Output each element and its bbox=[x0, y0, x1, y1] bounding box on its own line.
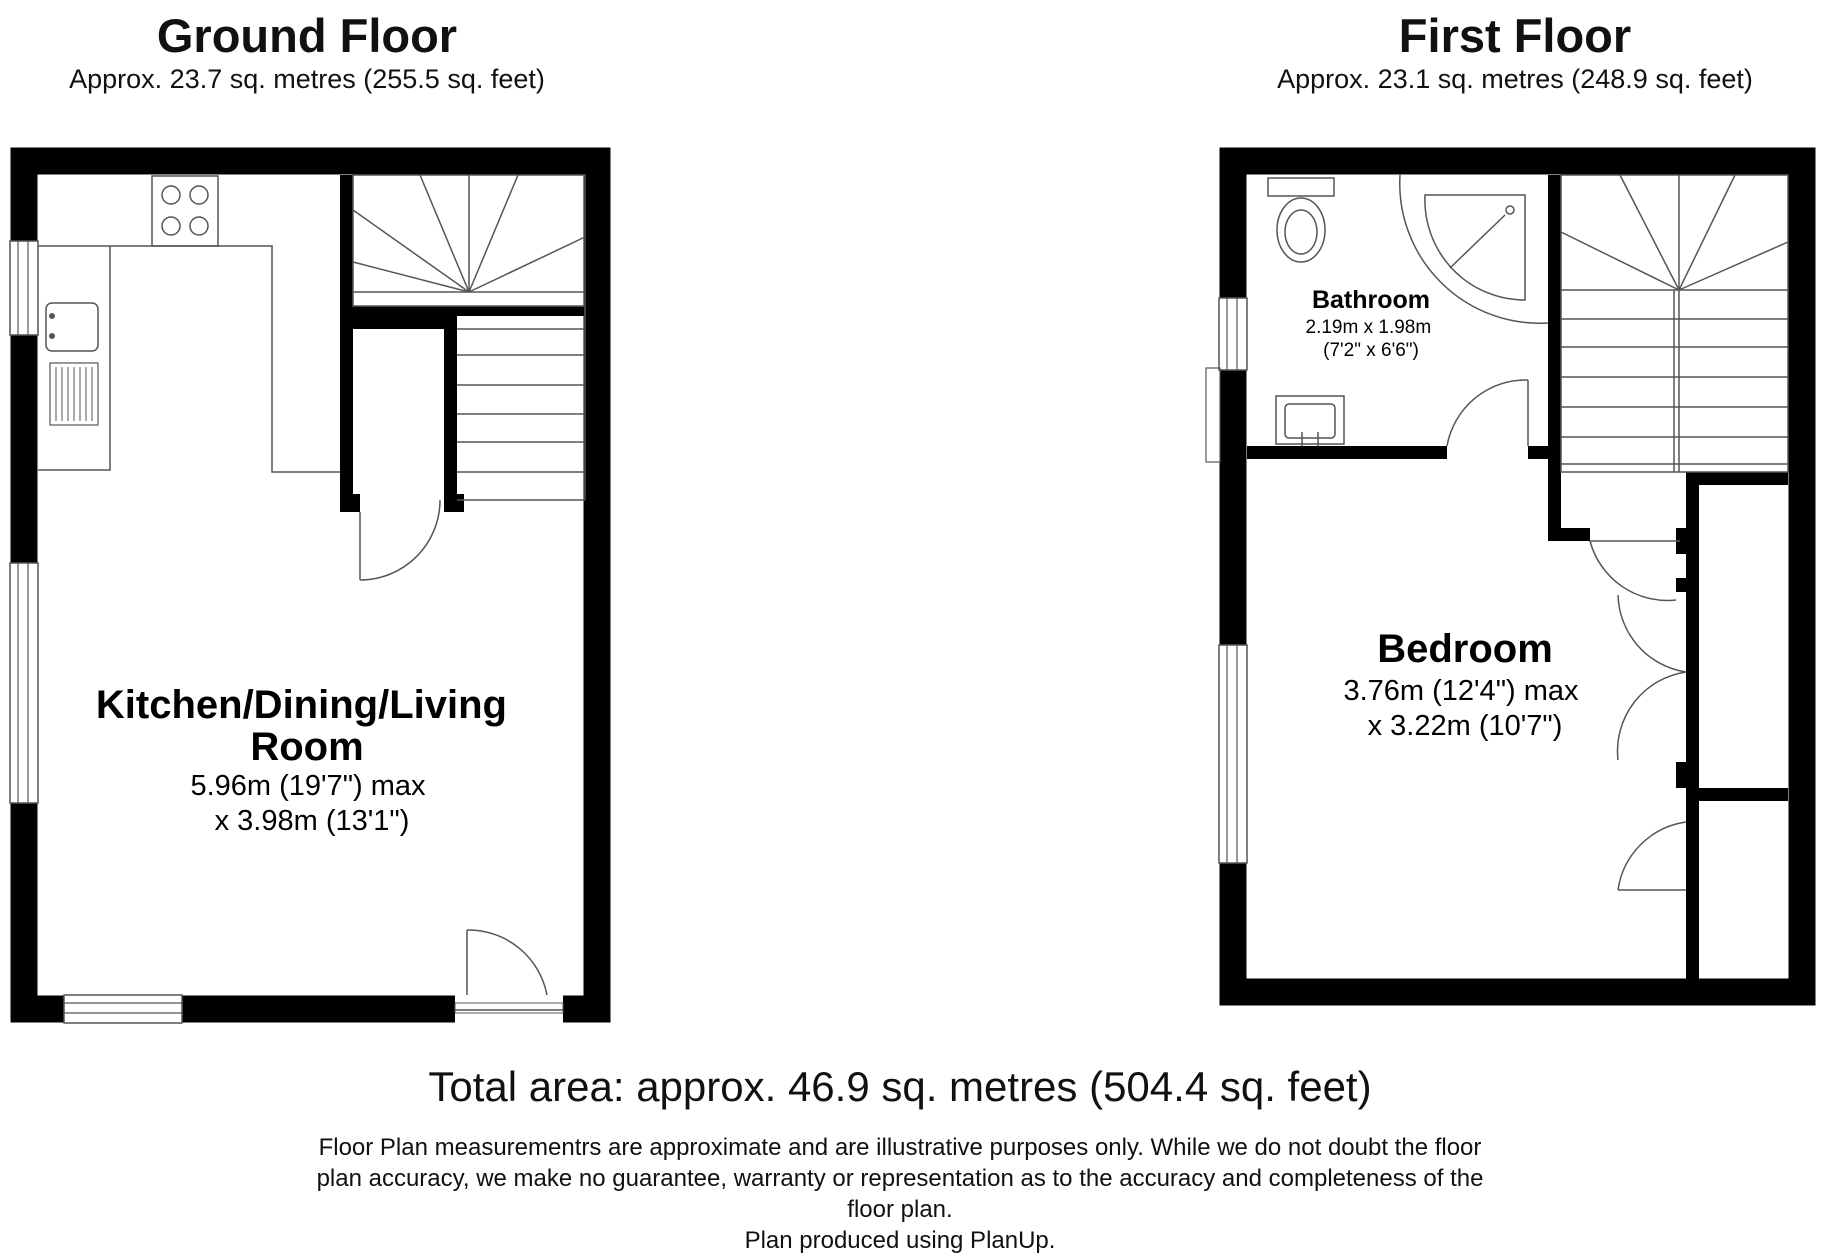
total-area: Total area: approx. 46.9 sq. metres (504.4 sq. feet) bbox=[428, 1063, 1372, 1110]
interior-wall bbox=[1686, 472, 1788, 485]
room-name-line: Room bbox=[250, 725, 364, 769]
room-dimension-line: (7'2" x 6'6") bbox=[1323, 340, 1419, 361]
first-floor-area: Approx. 23.1 sq. metres (248.9 sq. feet) bbox=[1277, 64, 1753, 94]
interior-wall bbox=[1676, 762, 1688, 788]
door bbox=[360, 500, 440, 580]
bathroom-sink bbox=[1276, 396, 1344, 446]
hob bbox=[152, 176, 218, 246]
room-name bbox=[1312, 286, 1430, 314]
interior-wall bbox=[444, 494, 464, 512]
disclaimer bbox=[250, 1132, 1550, 1256]
staircase bbox=[1561, 175, 1788, 472]
room-name bbox=[1377, 627, 1553, 671]
window bbox=[64, 995, 182, 1023]
interior-wall bbox=[1247, 446, 1447, 459]
room-name-line: Bedroom bbox=[1377, 627, 1553, 671]
wardrobe-door bbox=[1618, 822, 1686, 890]
interior-wall bbox=[340, 175, 353, 512]
kitchen-sink bbox=[46, 303, 98, 425]
room-dimension-line: 5.96m (19'7") max bbox=[190, 770, 426, 802]
wardrobe-door bbox=[1618, 595, 1686, 760]
room-dimension-line: x 3.22m (10'7") bbox=[1367, 710, 1563, 742]
interior-wall bbox=[1528, 446, 1548, 459]
room-dimensions bbox=[1343, 675, 1586, 742]
window bbox=[10, 563, 38, 803]
interior-wall bbox=[1676, 578, 1688, 592]
interior-wall bbox=[353, 306, 585, 316]
room-dimension-line: x 3.98m (13'1") bbox=[214, 805, 410, 837]
door bbox=[1590, 541, 1680, 600]
first-floor-plan bbox=[1206, 161, 1802, 994]
disclaimer-line: Plan produced using PlanUp. bbox=[744, 1227, 1056, 1254]
first-floor-title: First Floor bbox=[1398, 9, 1632, 62]
toilet bbox=[1268, 178, 1334, 262]
disclaimer-line: floor plan. bbox=[847, 1196, 953, 1223]
window bbox=[10, 241, 38, 335]
interior-wall bbox=[1686, 788, 1788, 801]
window bbox=[1219, 645, 1247, 863]
interior-wall bbox=[1548, 528, 1590, 541]
room-dimensions bbox=[190, 770, 433, 837]
interior-wall bbox=[340, 316, 456, 329]
interior-wall bbox=[444, 316, 457, 512]
ground-floor-title: Ground Floor bbox=[156, 9, 458, 62]
room-dimension-line: 2.19m x 1.98m bbox=[1305, 317, 1432, 338]
ground-floor-plan bbox=[10, 161, 597, 1023]
kitchen-worktop bbox=[38, 246, 340, 472]
door bbox=[1447, 380, 1528, 446]
room-dimension-line: 3.76m (12'4") max bbox=[1343, 675, 1579, 707]
ground-floor-area: Approx. 23.7 sq. metres (255.5 sq. feet) bbox=[69, 64, 545, 94]
room-dimensions bbox=[1306, 317, 1437, 361]
room-name-line: Kitchen/Dining/Living bbox=[95, 683, 507, 727]
interior-wall bbox=[340, 494, 360, 512]
disclaimer-line: Floor Plan measurementrs are approximate and are illustrative purposes only. While we do not doubt the floor bbox=[318, 1134, 1482, 1161]
disclaimer-line: plan accuracy, we make no guarantee, warranty or representation as to the accuracy and completeness of the bbox=[316, 1165, 1484, 1192]
staircase bbox=[353, 175, 585, 500]
door bbox=[455, 930, 563, 1023]
interior-wall bbox=[1548, 175, 1561, 541]
room-name bbox=[96, 683, 518, 769]
room-name-line: Bathroom bbox=[1311, 286, 1431, 314]
